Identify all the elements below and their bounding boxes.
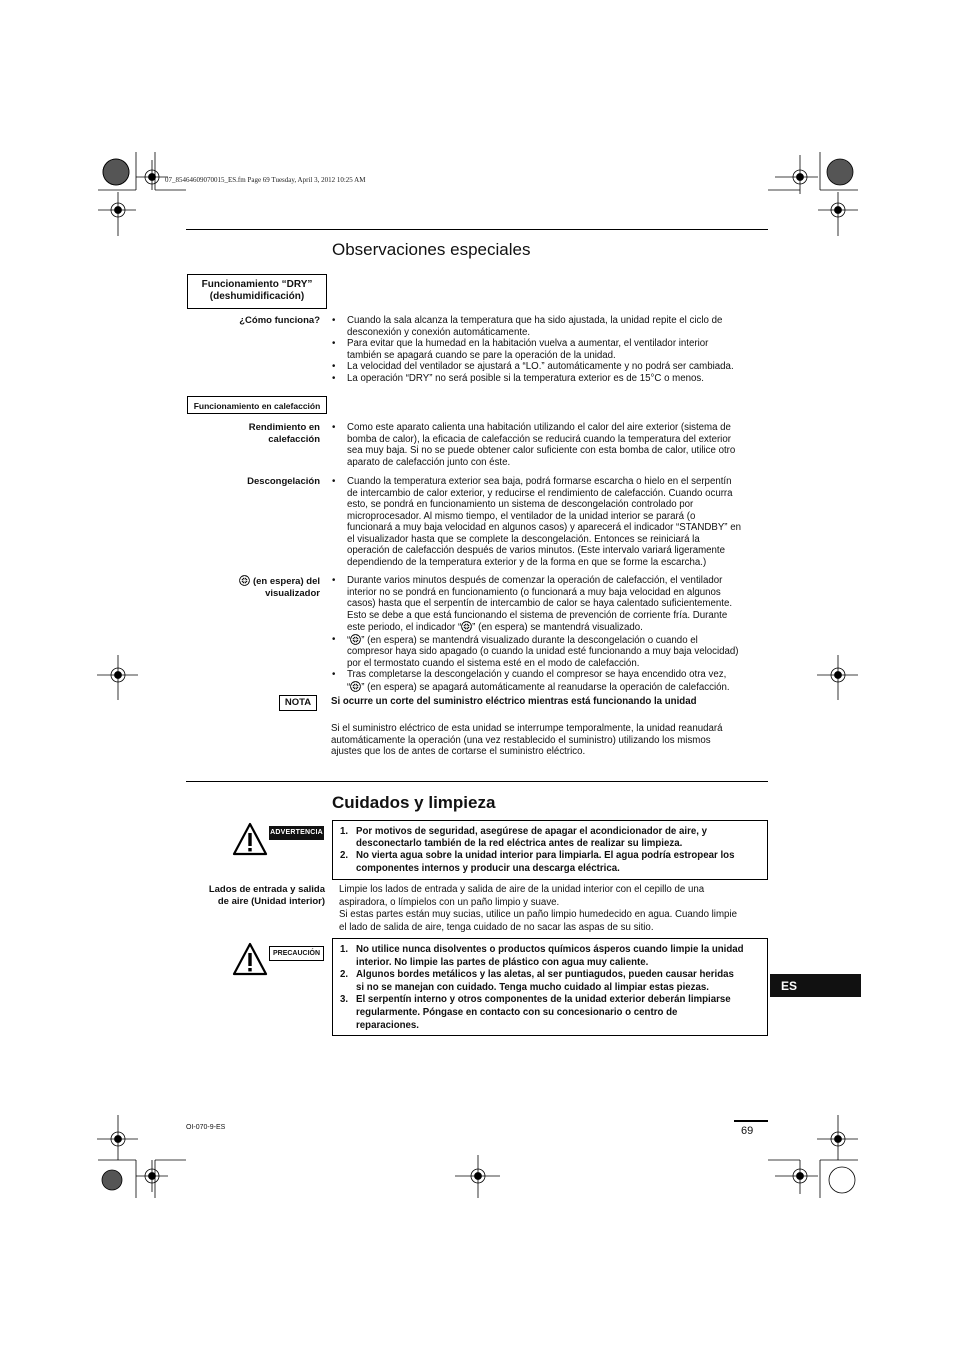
heating-mode-label: Funcionamiento en calefacción [193, 401, 321, 411]
nota-body: Si el suministro eléctrico de esta unidad se interrumpe temporalmente, la unidad reanudará automáticamente la operación (una vez restablecido el suministro) utilizando los mismos ajustes que los de antes de cortarse el suministro eléctrico. [331, 723, 723, 757]
list-item: • “ ” (en espera) se mantendrá visualizado durante la descongelación o cuando el compresor haya sido apagado (o cuando la unidad esté funcionando a muy baja velocidad) por el termostato cuando el sistema esté en el modo de calefacción. [332, 634, 764, 670]
list-item: • Durante varios minutos después de comenzar la operación de calefacción, el ventilador interior no se pondrá en funcionamiento (o funcionará a muy baja velocidad en algunos casos) hasta que el serpentín de intercambio de calor se haya calentado suficientemente. Esto se debe a que está funcionando el sistema de prevención de corriente fría. Durante este periodo, el indicador “ ” (en espera) se mantendrá visualizado. [332, 575, 764, 634]
language-tab-es: ES [770, 974, 861, 997]
warning-triangle-icon [232, 822, 268, 856]
nota-badge: NOTA [279, 695, 317, 711]
como-funciona-label: ¿Cómo funciona? [239, 315, 320, 326]
espera-label: (en espera) del visualizador [186, 575, 320, 600]
rendimiento-label: Rendimiento en calefacción [248, 422, 320, 445]
como-funciona-list [332, 315, 764, 384]
precaucion-badge: PRECAUCIÓN [269, 946, 324, 961]
list-item: 3. El serpentín interno y otros componentes de la unidad exterior deberán limpiarse regularmente. Póngase en contacto con su concesionario o centro de reparaciones. [340, 994, 731, 1031]
precaucion-box [332, 938, 768, 1036]
caution-triangle-icon [232, 942, 268, 976]
section-rule-top [186, 229, 768, 230]
standby-icon [350, 681, 361, 692]
section-title-observaciones: Observaciones especiales [332, 240, 531, 259]
list-item: • Como este aparato calienta una habitación utilizando el calor del aire exterior (sistema de bomba de calor), la eficacia de calefacción se reducirá cuando la temperatura del exterior sea muy baja. Si no se puede obtener calor suficiente con esta bomba de calor, utilice otro aparato de calefacción junto con éste. [332, 422, 764, 468]
standby-icon [461, 621, 472, 632]
list-item: • Cuando la sala alcanza la temperatura que ha sido ajustada, la unidad repite el ciclo de desconexión y conexión automáticamente. [332, 315, 764, 338]
list-item: • Para evitar que la humedad en la habitación vuelva a aumentar, el ventilador interior también se apagará cuando se pare la operación de la unidad. [332, 338, 764, 361]
dry-mode-label-2: (deshumidificación) [209, 291, 305, 302]
advertencia-box [332, 820, 768, 880]
standby-icon [239, 575, 250, 586]
section-title-cuidados: Cuidados y limpieza [332, 793, 496, 812]
footer-doc-code: OI-070-9-ES [186, 1124, 226, 1131]
list-item: • La velocidad del ventilador se ajustará a “LO.” automáticamente y no podrá ser cambiada. [332, 361, 764, 373]
list-item: • Tras completarse la descongelación y cuando el compresor se haya encendido otra vez, “ ” (en espera) se apagará automáticamente al reanudarse la operación de calefacción. [332, 669, 764, 693]
rendimiento-list [332, 422, 764, 468]
list-item: 2. No vierta agua sobre la unidad interior para limpiarla. El agua podría estropear los componentes internos y producir una descarga eléctrica. [340, 850, 735, 874]
list-item: • La operación “DRY” no será posible si la temperatura exterior es de 15°C o menos. [332, 373, 764, 385]
footer-rule [734, 1120, 768, 1122]
descongelacion-label: Descongelación [247, 476, 320, 487]
lados-label: Lados de entrada y salida de aire (Unidad interior) [208, 884, 325, 907]
dry-mode-box [187, 274, 327, 309]
espera-list [332, 575, 764, 693]
list-item: 2. Algunos bordes metálicos y las aletas, al ser puntiagudos, pueden causar heridas si no se manejan con cuidado. Tenga mucho cuidado al limpiar estas piezas. [340, 969, 734, 993]
section-rule-middle [186, 781, 768, 782]
slug-line: 07_85464609070015_ES.fm Page 69 Tuesday, April 3, 2012 10:25 AM [165, 176, 366, 184]
standby-icon [350, 634, 361, 645]
nota-heading: Si ocurre un corte del suministro eléctrico mientras está funcionando la unidad [331, 696, 697, 707]
page-number: 69 [741, 1125, 754, 1137]
list-item: 1. Por motivos de seguridad, asegúrese de apagar el acondicionador de aire, y desconectarlo también de la red eléctrica antes de realizar su limpieza. [340, 826, 708, 850]
descongelacion-list [332, 476, 764, 568]
list-item: 1. No utilice nunca disolventes o productos químicos ásperos cuando limpie la unidad interior. No limpie las partes de plástico con agua muy caliente. [340, 944, 744, 968]
lados-body: Limpie los lados de entrada y salida de aire de la unidad interior con el cepillo de una aspiradora, o límpielos con un paño limpio y suave. Si estas partes están muy sucias, utilice un paño limpio humedecido en agua. Cuando limpie el lado de salida de aire, tenga cuidado de no sacar las aspas de su sitio. [339, 884, 737, 933]
list-item: • Cuando la temperatura exterior sea baja, podrá formarse escarcha o hielo en el serpentín de intercambio de calor exterior, y reducirse el rendimiento de calefacción. Cuando ocurra esto, se pondrá en funcionamiento un sistema de descongelación controlado por microprocesador. Al mismo tiempo, el ventilador de la unidad interior se parará (o funcionará a muy baja velocidad en algunos casos) y aparecerá el indicador “STANDBY” en el visualizador hasta que se complete la descongelación. Entonces se reiniciará la operación de calefacción después de varios minutos. (Este intervalo variará ligeramente dependiendo de la temperatura exterior y de la forma en que se forme la escarcha.) [332, 476, 764, 568]
heating-mode-box [187, 396, 327, 414]
dry-mode-label-1: Funcionamiento “DRY” [201, 279, 313, 290]
advertencia-badge: ADVERTENCIA [269, 826, 324, 840]
